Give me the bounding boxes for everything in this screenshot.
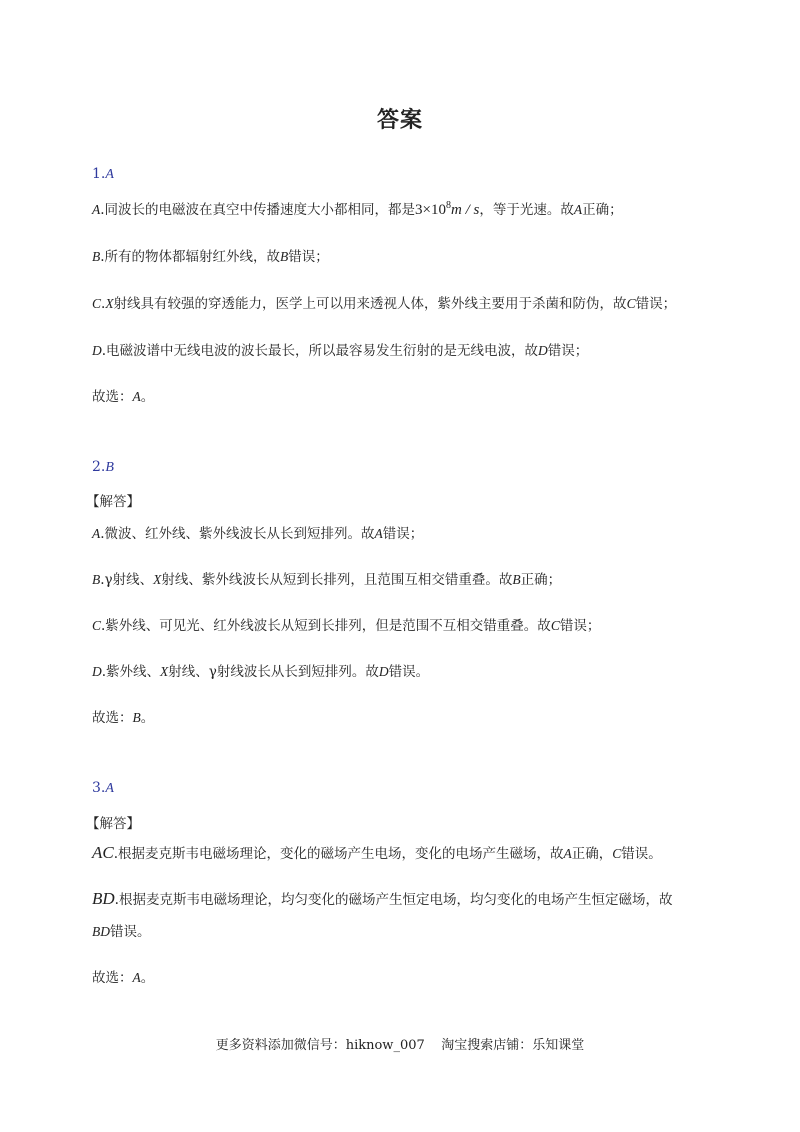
- footer-note: 更多资料添加微信号：hiknow_007 淘宝搜索店铺：乐知课堂: [215, 1038, 585, 1053]
- q2-number: [92, 459, 114, 476]
- q2-option-c: C.紫外线、可见光、红外线波长从短到长排列，但是范围不互相交错重叠。故C错误；: [92, 618, 601, 634]
- q1-option-b: B.所有的物体都辐射红外线，故B错误；: [92, 249, 329, 265]
- q1-number: [92, 166, 114, 183]
- q3-option-bd: BD.根据麦克斯韦电磁场理论，均匀变化的磁场产生恒定电场，均匀变化的电场产生恒定磁场，故: [92, 889, 673, 908]
- q3-number: [92, 780, 114, 797]
- q3-choice: 故选：A。: [92, 970, 155, 986]
- q2-choice: 故选：B。: [92, 710, 155, 726]
- q2-option-b: B.γ射线、X射线、紫外线波长从短到长排列，且范围互相交错重叠。故B正确；: [92, 572, 562, 588]
- q1-option-d: D.电磁波谱中无线电波的波长最长，所以最容易发生衍射的是无线电波，故D错误；: [92, 343, 589, 359]
- q1-num: 1.: [92, 166, 106, 182]
- q2-answer: B: [105, 460, 114, 475]
- q1-choice: 故选：A。: [92, 389, 155, 405]
- q3-answer: A: [105, 781, 114, 796]
- q1-option-c: C.X射线具有较强的穿透能力，医学上可以用来透视人体，紫外线主要用于杀菌和防伪，故C错误；: [92, 296, 677, 312]
- q2-solution-header: 【解答】: [86, 494, 140, 510]
- q3-option-bd-cont: BD错误。: [92, 924, 151, 940]
- speed-of-light-formula: $3\times 10^8m / s$: [415, 200, 480, 218]
- q2-num: 2.: [92, 459, 106, 475]
- q3-num: 3.: [92, 780, 106, 796]
- q2-option-a: A.微波、红外线、紫外线波长从长到短排列。故A错误；: [92, 526, 424, 542]
- q1-answer: A: [105, 167, 114, 182]
- q3-option-ac: AC.根据麦克斯韦电磁场理论，变化的磁场产生电场，变化的电场产生磁场，故A正确，C错误。: [92, 843, 662, 862]
- page-title: 答案: [376, 107, 423, 133]
- q1-option-a: A.同波长的电磁波在真空中传播速度大小都相同，都是$3\times 10^8m / s$，等于光速。故A正确；: [92, 200, 623, 218]
- q2-option-d: D.紫外线、X射线、γ射线波长从长到短排列。故D错误。: [92, 664, 430, 680]
- q3-solution-header: 【解答】: [86, 816, 140, 832]
